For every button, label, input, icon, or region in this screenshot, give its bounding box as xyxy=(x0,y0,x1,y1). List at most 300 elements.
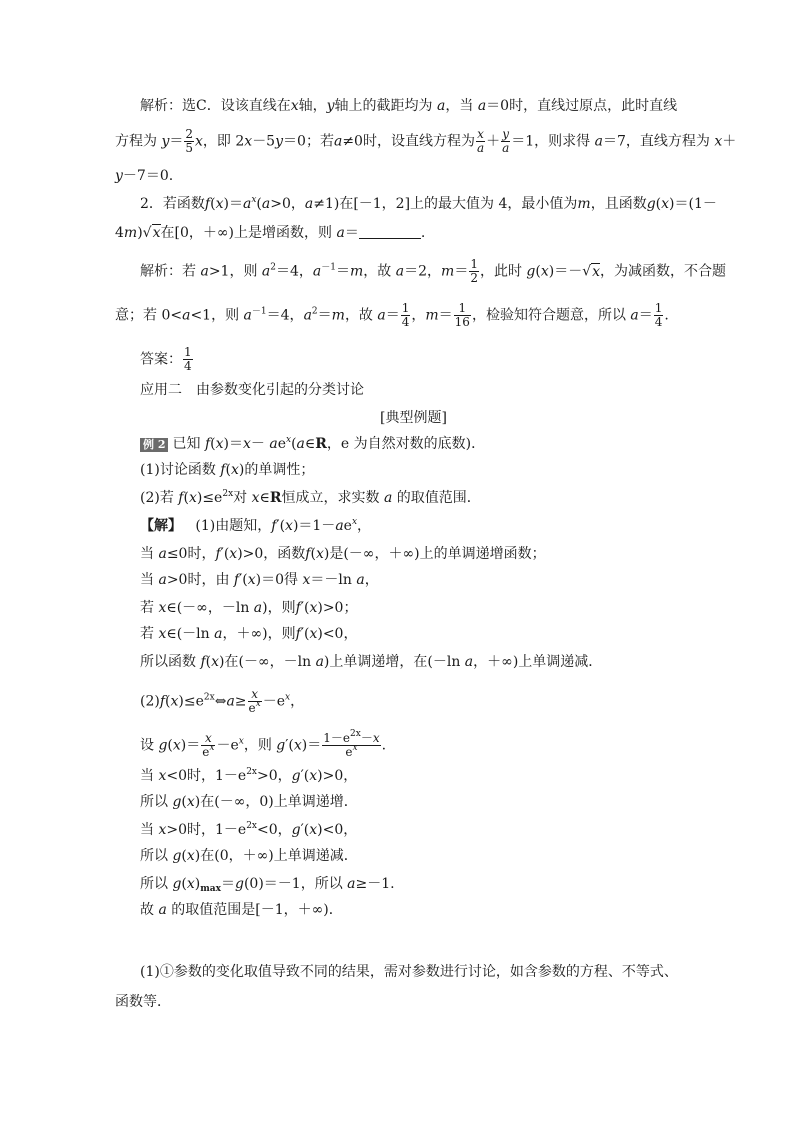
text: (0)＝－1，所以 xyxy=(243,876,343,892)
text: )>0； xyxy=(317,600,358,616)
solution-line-11 xyxy=(140,820,357,840)
var: a xyxy=(335,518,344,534)
var: g xyxy=(172,848,182,864)
text: e xyxy=(343,518,352,534)
solution-line-1 xyxy=(140,516,371,536)
text: ， xyxy=(411,307,426,324)
text: 所以 xyxy=(140,848,168,864)
text: )的单调性； xyxy=(238,462,315,478)
var: g xyxy=(158,737,168,754)
text: ( xyxy=(181,848,187,864)
text: >0， xyxy=(257,768,292,784)
text: ＝4， xyxy=(266,307,304,324)
text: ) xyxy=(194,876,201,892)
text: )，则 xyxy=(262,600,296,616)
var: a xyxy=(383,490,393,506)
var: f xyxy=(220,462,226,478)
denominator: 4 xyxy=(184,359,192,373)
text: (2)若 xyxy=(140,490,174,506)
text: ＝0；若 xyxy=(283,133,334,150)
text: ⇔ xyxy=(214,693,227,710)
solution-label: 【解】 xyxy=(140,518,182,534)
fraction xyxy=(248,688,262,715)
example-2-line xyxy=(140,434,485,454)
text: 4 xyxy=(115,225,124,241)
text: ( xyxy=(225,462,231,478)
text: )是(－∞，＋∞)上的单调递增函数； xyxy=(323,546,546,562)
var: x xyxy=(158,626,167,642)
text: ′( xyxy=(300,822,310,838)
solution-line-12 xyxy=(140,846,358,866)
var: a xyxy=(594,133,603,150)
sup: 2 xyxy=(311,306,318,317)
text: ( xyxy=(291,436,297,452)
text: 的取值范围． xyxy=(396,490,481,506)
var: g xyxy=(276,737,286,754)
text: )在(－∞，0)上单调递增． xyxy=(194,794,358,810)
denominator xyxy=(322,743,380,759)
text: ( xyxy=(256,196,262,212)
solution-line-5 xyxy=(140,624,357,644)
text: ＝2， xyxy=(404,263,442,280)
text: ＝1，则求得 xyxy=(511,133,591,150)
var: f xyxy=(204,436,211,452)
text: )＝ xyxy=(223,436,243,452)
question-2-line-1 xyxy=(140,194,717,214)
text: ′( xyxy=(300,600,310,616)
text: (1)由题知， xyxy=(195,518,272,534)
text: ，＋∞)，则 xyxy=(222,626,296,642)
var: x xyxy=(172,737,181,754)
fraction xyxy=(454,302,471,329)
text: (2) xyxy=(140,693,160,710)
var: x xyxy=(251,490,260,506)
text: ＝ xyxy=(344,225,359,241)
text: ，故 xyxy=(363,263,392,280)
text: ， xyxy=(290,693,305,710)
var: x xyxy=(158,768,167,784)
text: －7＝0. xyxy=(122,168,174,184)
fraction xyxy=(654,302,664,329)
var: a xyxy=(253,600,263,616)
text: ( xyxy=(310,546,316,562)
text: －e xyxy=(216,737,239,754)
text: )上单调递增，在(－ln xyxy=(323,654,461,670)
text: ≠1)在[－1，2]上的最大值为 4，最小值为 xyxy=(313,196,578,212)
var: x xyxy=(309,768,318,784)
solution-line-4 xyxy=(140,598,357,618)
var: x xyxy=(215,436,224,452)
var: x xyxy=(188,490,197,506)
var: x xyxy=(309,626,318,642)
text: )<0， xyxy=(317,822,358,838)
text: )＝ xyxy=(301,737,322,754)
var: a xyxy=(315,654,324,670)
text: －5 xyxy=(252,133,276,150)
text: e xyxy=(345,745,353,759)
numerator: 1 xyxy=(401,301,410,315)
numerator: 1 xyxy=(454,302,471,316)
var: m xyxy=(425,307,439,324)
var: x xyxy=(714,133,723,150)
text: ＝ xyxy=(169,133,184,150)
var: a xyxy=(395,263,405,280)
text: ＝ xyxy=(385,307,400,324)
text: ＝ xyxy=(638,307,653,324)
text: )在(－∞，－ln xyxy=(219,654,312,670)
denominator: 2 xyxy=(470,271,478,285)
var: x xyxy=(351,517,358,527)
var: m xyxy=(441,263,455,280)
sup: 2x xyxy=(203,692,215,703)
fraction xyxy=(322,729,380,759)
numerator: 2 xyxy=(185,127,194,141)
text: ( xyxy=(167,737,173,754)
text: . xyxy=(420,225,426,241)
denominator: a xyxy=(476,141,485,155)
text: ＝ xyxy=(221,876,235,892)
text: ＝0时，直线过原点，此时直线 xyxy=(486,98,678,114)
sup: －1 xyxy=(251,306,267,317)
sup: 2x xyxy=(222,489,234,499)
text: ，且函数 xyxy=(590,196,647,212)
text: ，检验知符合题意，所以 xyxy=(471,307,626,324)
solution-line-7 xyxy=(140,688,304,715)
solution-line-14 xyxy=(140,900,343,920)
text: )<0， xyxy=(317,626,358,642)
fraction xyxy=(501,128,510,155)
numerator: 1 xyxy=(470,257,478,271)
var: f xyxy=(233,572,240,588)
text: >1，则 xyxy=(208,263,258,280)
var: x xyxy=(186,794,195,810)
text: ∈(－∞，－ln xyxy=(166,600,250,616)
text: － xyxy=(360,731,373,745)
var: y xyxy=(115,168,123,184)
text: 轴， xyxy=(298,98,327,114)
solution-line-13 xyxy=(140,874,395,894)
text: ，当 xyxy=(445,98,474,114)
solution-line-9 xyxy=(140,766,357,786)
text: 当 xyxy=(140,822,154,838)
var: m xyxy=(577,196,591,212)
text: ( xyxy=(181,876,187,892)
var: x xyxy=(302,572,311,588)
text: ′( xyxy=(300,768,310,784)
text: ＝7，直线方程为 xyxy=(603,133,710,150)
text: <0， xyxy=(257,822,292,838)
var: a xyxy=(269,436,278,452)
var: x xyxy=(242,436,251,452)
solution-1-line-2 xyxy=(115,128,736,155)
text: ( xyxy=(655,196,662,212)
var: x xyxy=(170,693,179,710)
fraction xyxy=(469,258,479,285)
text: ＝－ln xyxy=(310,572,352,588)
denominator: 4 xyxy=(654,315,663,329)
subscript: max xyxy=(200,884,221,894)
sqrt-sign: √ xyxy=(582,263,592,280)
var: a xyxy=(158,902,167,918)
text: ，故 xyxy=(344,307,373,324)
var: m xyxy=(350,263,364,280)
denominator xyxy=(201,743,215,759)
var: a xyxy=(356,572,365,588)
text: 轴上的截距均为 xyxy=(334,98,433,114)
text: ＝ xyxy=(317,307,332,324)
var: x xyxy=(372,731,380,745)
var: a xyxy=(303,307,312,324)
solution-1-line-3 xyxy=(115,166,173,186)
numerator: y xyxy=(502,127,510,141)
denominator xyxy=(248,699,262,715)
text: ，为减函数，不合题 xyxy=(600,263,727,280)
numerator: x xyxy=(477,127,484,141)
var: m xyxy=(331,307,345,324)
text: )＝ xyxy=(180,737,201,754)
text: ＋ xyxy=(486,133,501,150)
text: e xyxy=(202,745,210,759)
text: ≤0时， xyxy=(166,546,216,562)
var: a xyxy=(377,307,386,324)
var: g xyxy=(526,263,536,280)
text: )＝1－ xyxy=(292,518,336,534)
var: a xyxy=(243,307,252,324)
text: 故 xyxy=(140,902,154,918)
sup: 2x xyxy=(350,729,361,739)
var: a xyxy=(304,196,314,212)
var: a xyxy=(296,436,305,452)
solution-2-line-2 xyxy=(115,302,669,329)
var: x xyxy=(186,876,195,892)
var: x xyxy=(215,196,224,212)
text: . xyxy=(664,307,669,324)
answer-blank xyxy=(359,224,421,239)
text: >0， xyxy=(270,196,305,212)
denominator: 4 xyxy=(401,315,410,329)
var: a xyxy=(333,133,343,150)
solution-line-2 xyxy=(140,544,546,564)
text: ( xyxy=(181,794,187,810)
section-heading: 应用二 由参数变化引起的分类讨论 xyxy=(140,382,364,398)
text: ∈(－ln xyxy=(166,626,210,642)
var: f xyxy=(295,626,301,642)
solution-1-line-1 xyxy=(140,96,677,116)
numerator: 1 xyxy=(654,301,663,315)
var: x xyxy=(309,822,318,838)
text: )＝－ xyxy=(548,263,583,280)
text: 若 xyxy=(140,600,154,616)
numerator: 1 xyxy=(184,345,192,359)
var: f xyxy=(271,518,277,534)
text: 设 xyxy=(140,737,154,754)
var: a xyxy=(630,307,639,324)
text: －e xyxy=(262,693,286,710)
var: a xyxy=(182,307,191,324)
var: a xyxy=(200,263,209,280)
var: x xyxy=(158,600,167,616)
var: x xyxy=(186,848,195,864)
text: >0时，由 xyxy=(166,572,230,588)
var: f xyxy=(215,546,221,562)
var: x xyxy=(285,692,291,703)
text: ，此时 xyxy=(479,263,522,280)
text: ，则 xyxy=(243,737,272,754)
text: )＝ xyxy=(223,196,243,212)
var: f xyxy=(200,654,206,670)
text: )>0， xyxy=(317,768,358,784)
text: )在(0，＋∞)上单调递减． xyxy=(194,848,358,864)
var: y xyxy=(326,98,335,114)
text: 的取值范围是[－1，＋∞)． xyxy=(171,902,343,918)
typical-example-heading: [典型例题] xyxy=(380,410,447,426)
solution-line-10 xyxy=(140,792,358,812)
var: g xyxy=(172,794,182,810)
note-line-1: (1)①参数的变化取值导致不同的结果，需对参数进行讨论，如含参数的方程、不等式、 xyxy=(140,964,678,980)
fraction xyxy=(201,732,215,759)
fraction xyxy=(183,346,193,373)
var: x xyxy=(309,600,318,616)
var: x xyxy=(592,263,601,280)
text: )＝(1－ xyxy=(669,196,717,212)
var: a xyxy=(336,225,345,241)
text: ′( xyxy=(285,737,294,754)
text: ， xyxy=(364,572,379,588)
var: x xyxy=(158,822,167,838)
var: x xyxy=(255,699,261,709)
fraction xyxy=(401,302,411,329)
denominator: 16 xyxy=(454,315,470,329)
text: ( xyxy=(535,263,541,280)
denominator: a xyxy=(502,141,510,155)
numerator: x xyxy=(201,732,215,746)
text: 解析：选C．设该直线在 xyxy=(140,98,291,114)
text: <0时，1－e xyxy=(166,768,247,784)
text: 2．若函数 xyxy=(140,196,205,212)
var: x xyxy=(285,518,293,534)
text: (1)讨论函数 xyxy=(140,462,216,478)
var: x xyxy=(293,737,302,754)
var: a xyxy=(242,196,252,212)
fraction xyxy=(184,128,194,155)
var: a xyxy=(477,98,487,114)
text: 1－e xyxy=(323,731,351,745)
text: ′( xyxy=(276,518,286,534)
var: f xyxy=(178,490,184,506)
var: x xyxy=(290,98,299,114)
fraction xyxy=(476,128,485,155)
text: 所以 xyxy=(140,876,168,892)
text: 恒成立，求实数 xyxy=(281,490,380,506)
var: x xyxy=(251,195,257,205)
var: a xyxy=(437,98,446,114)
text: 当 xyxy=(140,546,154,562)
text: ( xyxy=(205,654,212,670)
text: R xyxy=(269,490,282,506)
text: ≠0时，设直线方程为 xyxy=(342,133,475,150)
text: 所以 xyxy=(140,794,168,810)
solution-line-8 xyxy=(140,729,387,759)
text: ≥－1. xyxy=(355,876,395,892)
text: ≥ xyxy=(234,693,247,710)
var: x xyxy=(247,572,256,588)
text: e xyxy=(248,701,256,715)
var: a xyxy=(347,876,356,892)
sqrt-sign: √ xyxy=(142,225,152,241)
var: a xyxy=(261,196,271,212)
text: 在[0，＋∞)上是增函数，则 xyxy=(160,225,332,241)
text: ，e 为自然对数的底数)． xyxy=(326,436,486,452)
sup: 2x xyxy=(246,767,258,777)
text: 所以函数 xyxy=(140,654,196,670)
var: f xyxy=(305,546,311,562)
var: x xyxy=(152,225,161,241)
var: g xyxy=(172,876,182,892)
var: x xyxy=(195,133,203,150)
text: 已知 xyxy=(172,436,201,452)
var: a xyxy=(464,654,474,670)
text: ∈ xyxy=(259,490,270,506)
solution-line-6 xyxy=(140,652,602,672)
var: a xyxy=(312,263,322,280)
var: a xyxy=(226,693,235,710)
text: ＝4， xyxy=(276,263,313,280)
var: f xyxy=(204,196,211,212)
text: . xyxy=(381,737,387,754)
text: ＝ xyxy=(454,263,469,280)
text: ′( xyxy=(300,626,310,642)
text: <1，则 xyxy=(190,307,240,324)
text: 若 xyxy=(140,626,154,642)
text: 意；若 0< xyxy=(115,307,183,324)
solution-line-3 xyxy=(140,570,379,590)
text: )＝0得 xyxy=(255,572,299,588)
answer-line xyxy=(140,346,194,373)
text: 解析：若 xyxy=(140,263,196,280)
var: a xyxy=(158,572,167,588)
text: 当 xyxy=(140,572,154,588)
var: x xyxy=(209,743,215,753)
var: a xyxy=(214,626,223,642)
var: x xyxy=(244,133,253,150)
example-2-part-2 xyxy=(140,488,481,508)
text: 对 xyxy=(233,490,248,506)
answer-label: 答案： xyxy=(140,351,182,368)
var: y xyxy=(161,133,170,150)
text: ′( xyxy=(220,546,230,562)
var: x xyxy=(540,263,549,280)
var: m xyxy=(123,225,138,241)
example-badge: 例 2 xyxy=(140,438,168,452)
var: f xyxy=(159,693,166,710)
text: e xyxy=(277,436,286,452)
var: a xyxy=(261,263,271,280)
text: ( xyxy=(165,693,171,710)
sup: 2x xyxy=(246,821,258,831)
var: x xyxy=(661,196,670,212)
var: y xyxy=(275,133,284,150)
text: ，＋∞)上单调递减． xyxy=(473,654,603,670)
var: g xyxy=(291,822,301,838)
text: ( xyxy=(183,490,189,506)
numerator: x xyxy=(248,688,262,702)
var: x xyxy=(352,743,358,753)
var: x xyxy=(211,654,220,670)
var: f xyxy=(295,600,301,616)
text: ，即 2 xyxy=(202,133,245,150)
note-line-2: 函数等． xyxy=(115,994,171,1010)
var: g xyxy=(235,876,244,892)
